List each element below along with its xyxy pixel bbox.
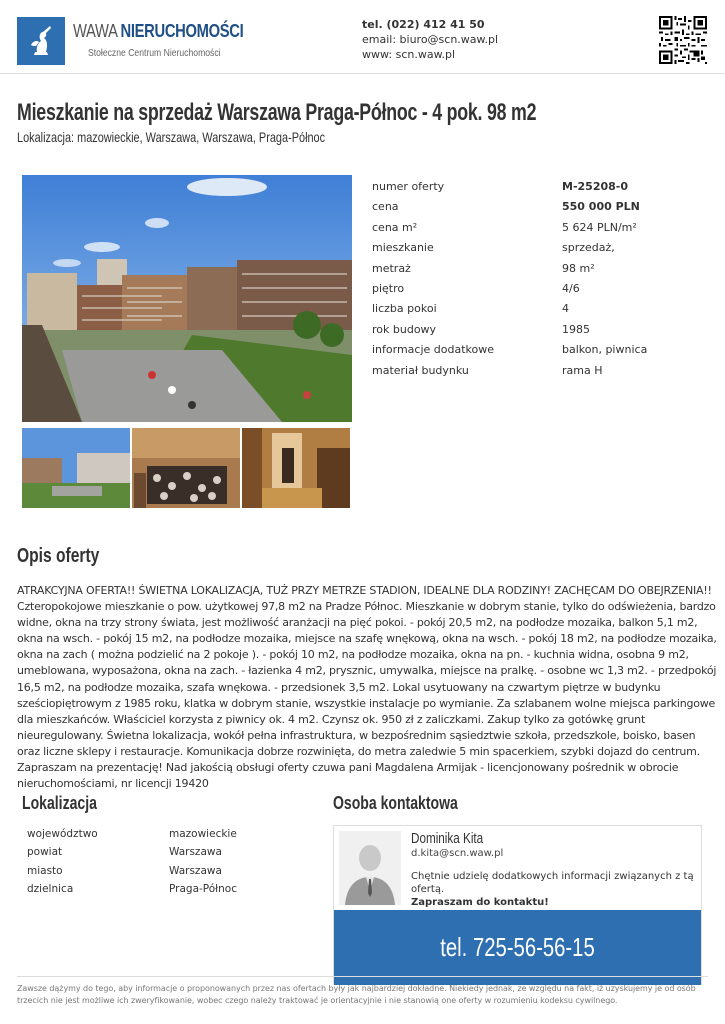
detail-label: rok budowy bbox=[372, 322, 437, 336]
location-value: Praga-Północ bbox=[169, 882, 238, 895]
detail-label: numer oferty bbox=[372, 180, 445, 193]
gallery-thumbnail-3[interactable] bbox=[242, 428, 350, 508]
agent-phone[interactable]: tel. 725-56-56-15 bbox=[440, 932, 595, 962]
detail-row bbox=[372, 362, 702, 382]
agent-info-cta: Zapraszam do kontaktu! bbox=[411, 897, 549, 908]
location-value: Warszawa bbox=[169, 864, 222, 877]
detail-row bbox=[372, 280, 702, 300]
contact-heading: Osoba kontaktowa bbox=[333, 793, 458, 813]
agency-website: www: scn.waw.pl bbox=[362, 48, 456, 61]
detail-value: 4 bbox=[562, 302, 569, 316]
location-heading: Lokalizacja bbox=[22, 793, 97, 813]
description-heading: Opis oferty bbox=[17, 545, 100, 567]
detail-value: rama H bbox=[562, 363, 603, 377]
location-value: Warszawa bbox=[169, 846, 222, 859]
page-header bbox=[0, 0, 725, 74]
location-row bbox=[27, 883, 307, 901]
location-key: miasto bbox=[27, 864, 63, 877]
detail-value: 550 000 PLN bbox=[562, 200, 640, 214]
brand-subtitle: Stołeczne Centrum Nieruchomości bbox=[88, 47, 221, 59]
detail-row bbox=[372, 300, 702, 320]
agency-contact bbox=[362, 17, 498, 62]
detail-row bbox=[372, 178, 702, 198]
footer-divider bbox=[17, 976, 708, 977]
agent-info bbox=[411, 870, 701, 909]
detail-value: 4/6 bbox=[562, 281, 580, 295]
offer-details bbox=[372, 178, 702, 382]
detail-value: sprzedaż, bbox=[562, 241, 615, 255]
detail-row bbox=[372, 321, 702, 341]
location-key: dzielnica bbox=[27, 882, 74, 895]
detail-value: balkon, piwnica bbox=[562, 343, 648, 357]
location-row bbox=[27, 846, 307, 864]
agency-email: email: biuro@scn.waw.pl bbox=[362, 33, 499, 46]
detail-value: 1985 bbox=[562, 322, 590, 336]
detail-row bbox=[372, 239, 702, 259]
gallery-thumbnail-1[interactable] bbox=[22, 428, 130, 508]
disclaimer: Zawsze dążymy do tego, aby informacje o proponowanych przez nas ofertach były jak najbardziej dokładne. Niekiedy jednak, ze względu na fakt, iż uzyskujemy je od osób trzecich nie jest możliwe ich zweryfikowanie, wobec czego należy traktować je orientacyjnie i nie stanowią one oferty w rozumieniu kodeksu cywilnego. bbox=[17, 984, 696, 1005]
location-value: mazowieckie bbox=[169, 828, 237, 840]
brand-name: WAWA NIERUCHOMOŚCI bbox=[73, 21, 244, 41]
location-key: powiat bbox=[27, 846, 63, 859]
detail-label: metraż bbox=[372, 261, 411, 275]
detail-label: mieszkanie bbox=[372, 241, 434, 255]
detail-label: cena bbox=[372, 200, 399, 214]
agent-info-text: Chętnie udzielę dodatkowych informacji związanych z tą ofertą. bbox=[411, 871, 694, 895]
agency-phone: tel. (022) 412 41 50 bbox=[362, 18, 485, 31]
location-table bbox=[27, 828, 307, 901]
main-photo[interactable] bbox=[22, 175, 352, 422]
detail-label: informacje dodatkowe bbox=[372, 343, 495, 357]
detail-row bbox=[372, 198, 702, 218]
detail-label: liczba pokoi bbox=[372, 302, 437, 316]
detail-row bbox=[372, 219, 702, 239]
avatar bbox=[339, 831, 401, 905]
logo-icon bbox=[17, 17, 65, 65]
agent-card bbox=[333, 825, 702, 985]
phone-banner[interactable] bbox=[334, 910, 701, 985]
agent-name: Dominika Kita bbox=[411, 830, 484, 847]
location-key: województwo bbox=[27, 828, 98, 840]
detail-label: piętro bbox=[372, 281, 405, 295]
qr-code-icon bbox=[659, 16, 707, 64]
listing-location: Lokalizacja: mazowieckie, Warszawa, Warszawa, Praga-Północ bbox=[17, 129, 326, 145]
detail-row bbox=[372, 341, 702, 361]
detail-value: 5 624 PLN/m² bbox=[562, 220, 637, 234]
detail-label: materiał budynku bbox=[372, 363, 469, 377]
detail-value: M-25208-0 bbox=[562, 180, 628, 193]
listing-title: Mieszkanie na sprzedaż Warszawa Praga-Północ - 4 pok. 98 m2 bbox=[17, 99, 537, 126]
detail-label: cena m² bbox=[372, 220, 418, 234]
location-row bbox=[27, 865, 307, 883]
location-row bbox=[27, 828, 307, 846]
detail-row bbox=[372, 260, 702, 280]
description-text: ATRAKCYJNA OFERTA!! ŚWIETNA LOKALIZACJA, TUŻ PRZY METRZE STADION, IDEALNE DLA RODZINY! ZACHĘCAM DO OBEJRZENIA!! Czteropokojowe mieszkanie o pow. użytkowej 97,8 m2 na Pradze Północ. Mieszkanie w dobrym stanie, tylko do odświeżenia, bardzo widne, okna na trzy strony świata, jest możliwość aranżacji na pięć pokoi. - pokój 20,5 m2, na podłodze mozaika, balkon 5,1 m2, okna na wsch. - pokój 15 m2, na podłodze mozaika, miejsce na szafę wnękową, okna na wsch. - pokój 18 m2, na podłodze mozaika, okna na zach ( można podzielić na 2 pokoje ). - pokój 10 m2, na podłodze mozaika, okna na pn. - kuchnia widna, osobna 9 m2, umeblowana, wyposażona, okna na zach. - łazienka 4 m2, prysznic, umywalka, miejsce na pralkę. - osobne wc 1,3 m2. - przedpokój 16,5 m2, na podłodze mozaika, szafa wnękowa. - przedsionek 3,5 m2. Lokal usytuowany na czwartym piętrze w budynku sześciopiętrowym z 1985 roku, klatka w dobrym stanie, wszystkie instalacje po wymianie. Za szlabanem wolne miejsca parkingowe dla mieszkańców. Właściciel korzysta z piwnicy ok. 4 m2. Czynsz ok. 950 zł z zaliczkami. Zakup tylko za gotówkę grunt nieuregulowany. Świetna lokalizacja, wokół pełna infrastruktura, w bezpośrednim sąsiedztwie szkoła, przedszkole, boisko, basen oraz liczne sklepy i restauracje. Komunikacja dobrze rozwinięta, do metra zaledwie 5 min spacerkiem, szybki dojazd do centrum. Zapraszam na prezentację! Nad jakością obsługi oferty czuwa pani Magdalena Armijak - licencjonowany pośrednik w obrocie nieruchomościami, nr licencji 19420 bbox=[17, 584, 717, 791]
agent-email[interactable]: d.kita@scn.waw.pl bbox=[411, 848, 504, 859]
detail-value: 98 m² bbox=[562, 261, 595, 275]
gallery-thumbnail-2[interactable] bbox=[132, 428, 240, 508]
